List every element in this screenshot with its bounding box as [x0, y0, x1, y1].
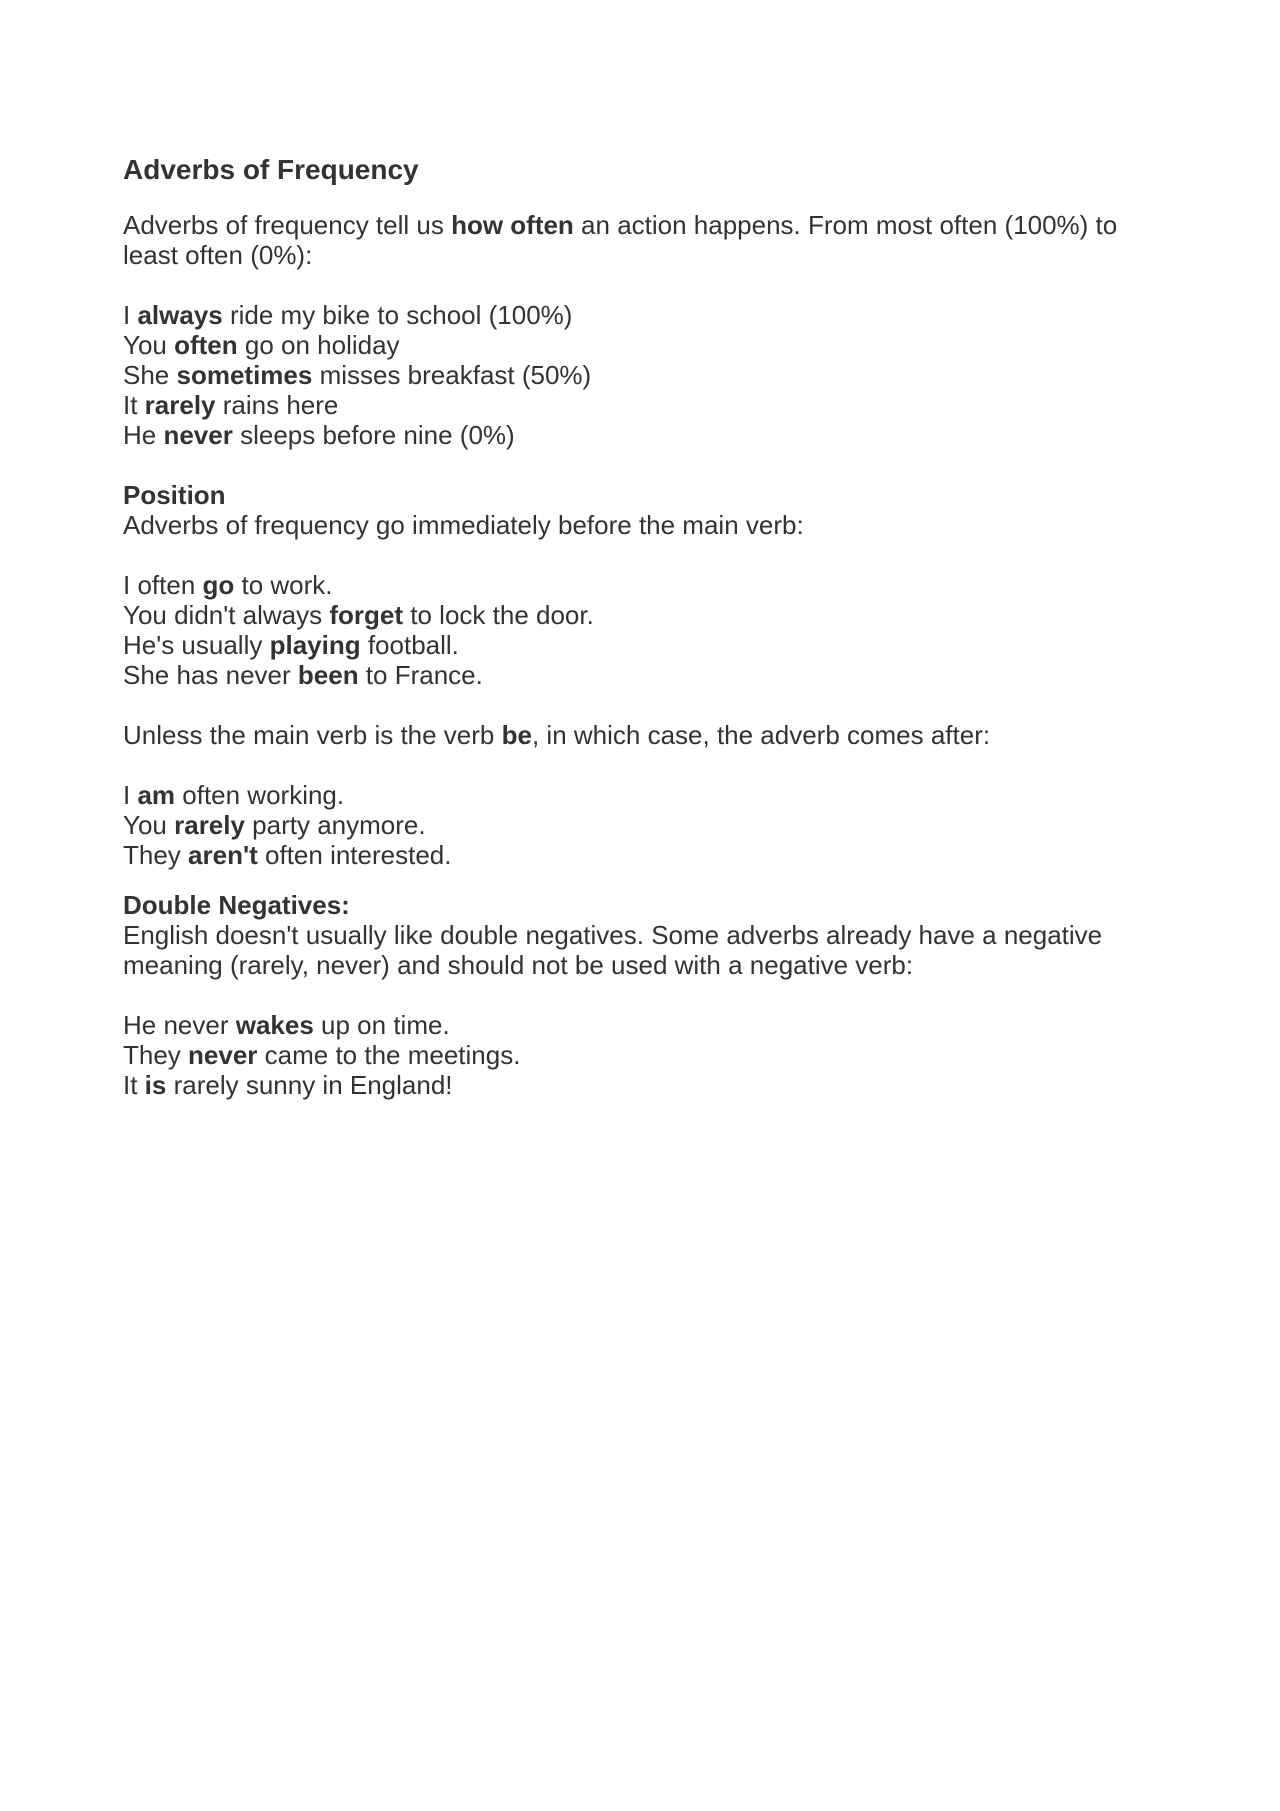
unless-be-text: Unless the main verb is the verb be, in which case, the adverb comes after:	[123, 720, 991, 750]
double-negatives-section	[123, 890, 1163, 980]
frequency-example: It rarely rains here	[123, 390, 339, 420]
double-negative-examples	[123, 1010, 1163, 1100]
position-example: She has never been to France.	[123, 660, 483, 690]
frequency-example: He never sleeps before nine (0%)	[123, 420, 515, 450]
document-page	[123, 150, 1163, 1130]
intro-text-start: Adverbs of frequency tell us	[123, 210, 452, 240]
double-negative-example: He never wakes up on time.	[123, 1010, 450, 1040]
intro-emphasis: how often	[451, 210, 574, 240]
position-example: You didn't always forget to lock the door.	[123, 600, 594, 630]
be-example: You rarely party anymore.	[123, 810, 426, 840]
position-text: Adverbs of frequency go immediately before the main verb:	[123, 510, 804, 540]
be-example: They aren't often interested.	[123, 840, 452, 870]
frequency-examples	[123, 300, 1163, 450]
double-negatives-heading: Double Negatives:	[123, 890, 350, 920]
frequency-example: You often go on holiday	[123, 330, 400, 360]
double-negative-example: It is rarely sunny in England!	[123, 1070, 453, 1100]
document-title: Adverbs of Frequency	[123, 154, 419, 185]
double-negatives-text: English doesn't usually like double negatives. Some adverbs already have a negative	[123, 920, 1103, 950]
frequency-example: She sometimes misses breakfast (50%)	[123, 360, 592, 390]
position-examples	[123, 570, 1163, 690]
intro-text-end: an action happens. From most often (100%) to least often (0%):	[123, 210, 1118, 270]
position-heading: Position	[123, 480, 226, 510]
position-example: He's usually playing football.	[123, 630, 459, 660]
double-negatives-text: meaning (rarely, never) and should not be used with a negative verb:	[123, 950, 914, 980]
position-example: I often go to work.	[123, 570, 333, 600]
position-section	[123, 480, 1163, 540]
intro-paragraph	[123, 210, 1163, 270]
frequency-example: I always ride my bike to school (100%)	[123, 300, 573, 330]
be-examples	[123, 780, 1163, 870]
double-negative-example: They never came to the meetings.	[123, 1040, 521, 1070]
be-example: I am often working.	[123, 780, 345, 810]
